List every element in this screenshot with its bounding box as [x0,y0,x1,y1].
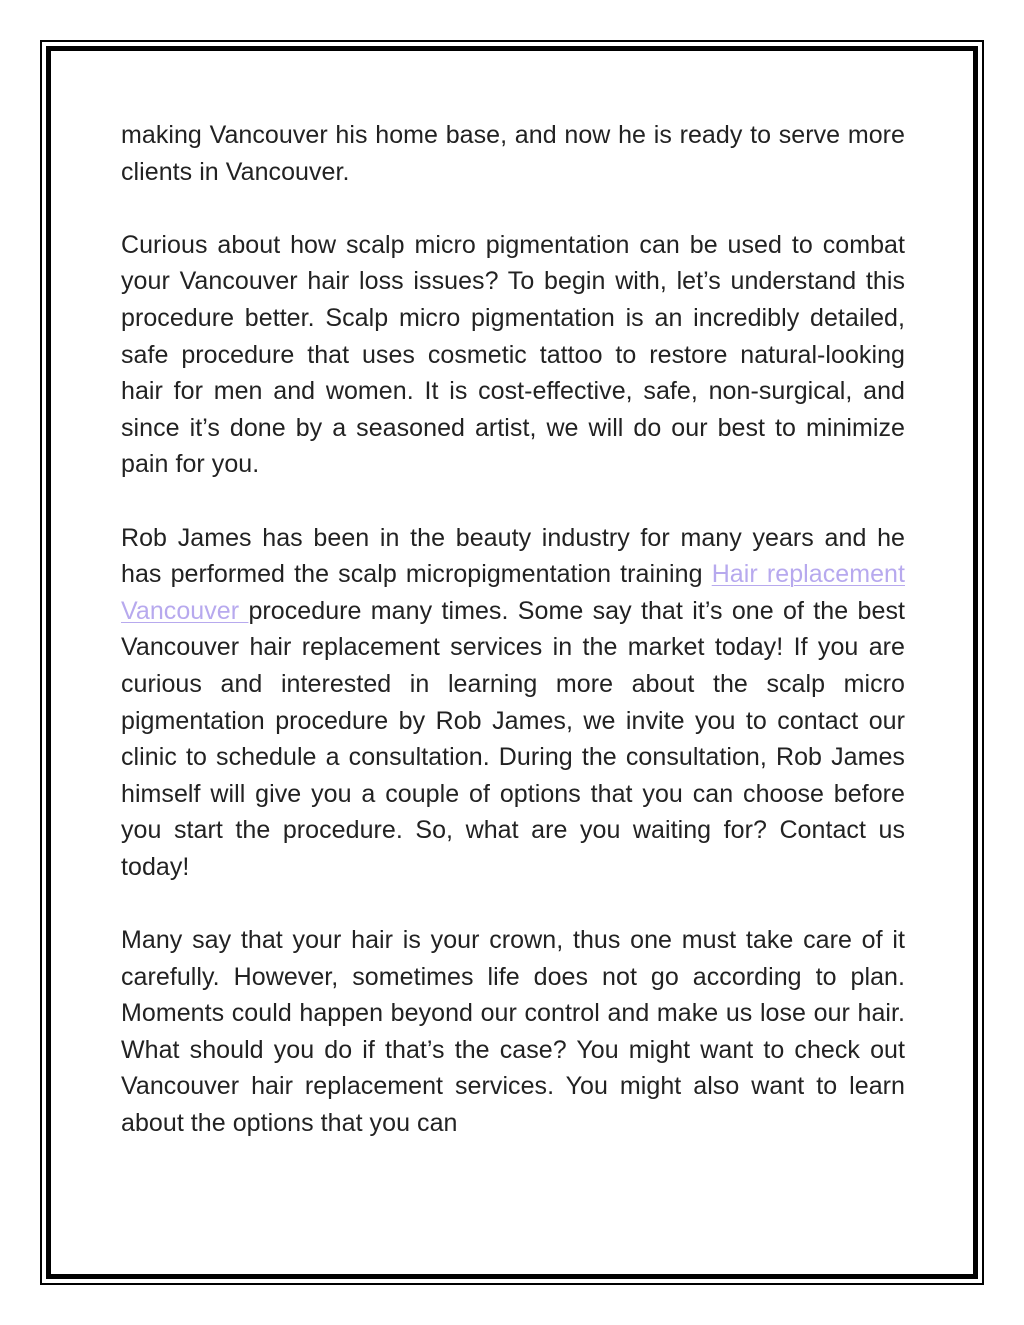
paragraph-intro-continuation: making Vancouver his home base, and now he is ready to serve more clients in Vancouver. [121,121,905,186]
paragraph-rob-james [121,520,905,886]
document-body [121,117,905,1178]
hair-replacement-vancouver-link[interactable]: Hair replacement Vancouver [121,560,906,625]
paragraph-scalp-micropigmentation-overview: Curious about how scalp micro pigmentation can be used to combat your Vancouver hair loss issues? To begin with, let’s understand this procedure better. Scalp micro pigmentation is an incredibly detailed, safe procedure that uses cosmetic tattoo to restore natural-looking hair for men and women. It is cost-effective, safe, non-surgical, and since it’s done by a seasoned artist, we will do our best to minimize pain for you. [121,230,905,479]
paragraph-text-before-link: Rob James has been in the beauty industry for many years and he has performed the scalp micropigmentation training [121,523,905,589]
paragraph-hair-is-your-crown: Many say that your hair is your crown, thus one must take care of it carefully. However, sometimes life does not go according to plan. Moments could happen beyond our control and make us lose our hair. What should you do if that’s the case? You might want to check out Vancouver hair replacement services. You might also want to learn about the options that you can [121,926,905,1138]
paragraph-text-after-link: procedure many times. Some say that it’s one of the best Vancouver hair replacement services in the market today! If you are curious and interested in learning more about the scalp micro pigmentation procedure by Rob James, we invite you to contact our clinic to schedule a consultation. During the consultation, Rob James himself will give you a couple of options that you can choose before you start the procedure. So, what are you waiting for? Contact us today! [121,596,905,881]
